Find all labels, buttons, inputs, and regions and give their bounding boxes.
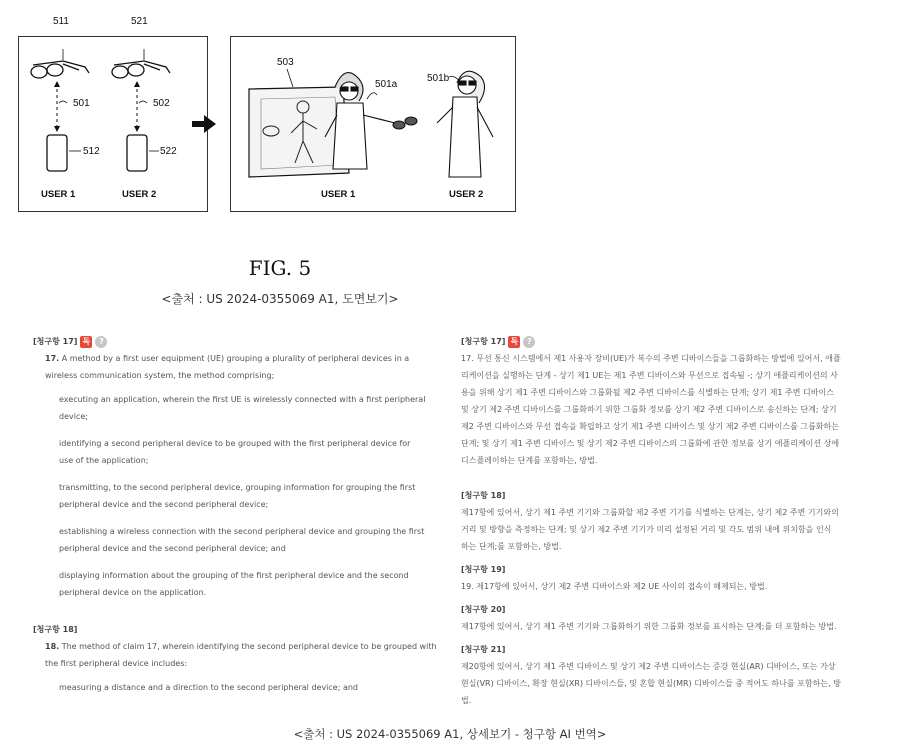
ko-claim-20-header: [청구항 20] xyxy=(461,605,506,614)
text-line: 디스플레이하는 단계를 포함하는, 방법. xyxy=(461,456,598,465)
text-line: 단계; 및 상기 제1 주변 디바이스 및 상기 제2 주변 디바이스의 그룹화에 관한 정보를 상기 애플리케이션 상에 xyxy=(461,439,840,448)
ref-502: 502 xyxy=(153,98,170,109)
help-icon[interactable]: ? xyxy=(523,336,535,348)
claims-korean xyxy=(461,333,891,709)
ref-512: 512 xyxy=(83,146,100,157)
step-line: peripheral device and the second peripheral device; xyxy=(59,500,269,509)
step-line: peripheral device on the application. xyxy=(59,588,207,597)
phone-1-icon xyxy=(47,135,67,171)
step-line: executing an application, wherein the first UE is wirelessly connected with a first peripheral xyxy=(59,395,426,404)
claim-18-title: [청구항 18] xyxy=(33,625,78,634)
user-2-label: USER 2 xyxy=(122,189,157,200)
user-2-label-right: USER 2 xyxy=(449,189,484,200)
claim-17-header xyxy=(33,333,445,350)
step-line: transmitting, to the second peripheral device, grouping information for grouping the first xyxy=(59,483,416,492)
claim-17-number: 17. xyxy=(45,354,60,363)
glasses-1-icon xyxy=(31,61,89,78)
ko-claim-19-header: [청구항 19] xyxy=(461,565,506,574)
ko-claim-17-title: [청구항 17] xyxy=(461,337,506,346)
claim-18-lead-text: The method of claim 17, wherein identifying the second peripheral device to be grouped with xyxy=(59,642,437,651)
glasses-2-icon xyxy=(112,61,170,78)
text-line: 용을 위해 상기 제1 주변 디바이스와 그룹화될 제2 주변 디바이스를 식별하는 단계; 상기 제1 주변 디바이스 xyxy=(461,388,834,397)
claim-18-lead xyxy=(33,638,445,655)
user-2-figure xyxy=(437,71,493,177)
step-line: identifying a second peripheral device to be grouped with the first peripheral device for xyxy=(59,439,411,448)
ref-522: 522 xyxy=(160,146,177,157)
user-1-label-right: USER 1 xyxy=(321,189,356,200)
text-line: 현실(VR) 디바이스, 확장 현실(XR) 디바이스들, 및 혼합 현실(MR) 디바이스들 중 적어도 하나를 포함하는, 방 xyxy=(461,679,841,688)
figure-panel-after xyxy=(230,36,516,212)
claim-17-lead-text: A method by a first user equipment (UE) grouping a plurality of peripheral devices in a xyxy=(59,354,410,363)
ar-scene-illustration xyxy=(231,37,517,213)
text-line: 리케이션을 실행하는 단계 - 상기 제1 UE는 제1 주변 디바이스와 무선으로 접속됨 -; 상기 애플리케이션의 사 xyxy=(461,371,838,380)
figure-source: <출처 : US 2024-0355069 A1, 도면보기> xyxy=(161,292,399,306)
step-line: establishing a wireless connection with the second peripheral device and grouping the first xyxy=(59,527,425,536)
ko-claim-21-header: [청구항 21] xyxy=(461,645,506,654)
ref-501b: 501b xyxy=(427,73,450,84)
ref-503: 503 xyxy=(277,57,294,68)
right-arrow-icon xyxy=(190,114,220,134)
ko-claim-17-text xyxy=(461,350,891,469)
step-line: device; xyxy=(59,412,88,421)
claim-17-title: [청구항 17] xyxy=(33,337,78,346)
step-line: use of the application; xyxy=(59,456,149,465)
claim-17-lead xyxy=(33,350,445,367)
text-line: 및 상기 제2 주변 디바이스를 그룹화하기 위한 그룹화 정보를 상기 제2 주변 디바이스로 송신하는 단계; 상기 xyxy=(461,405,837,414)
text-line: 제17항에 있어서, 상기 제1 주변 기기와 그룹화할 제2 주변 기기를 식별하는 단계는, 상기 제2 주변 기기와의 xyxy=(461,508,839,517)
figure-title: FIG. 5 xyxy=(248,256,312,280)
claim-17-step xyxy=(33,391,445,425)
ref-501: 501 xyxy=(73,98,90,109)
ref-521-top: 521 xyxy=(131,16,148,27)
text-line: 제2 주변 디바이스와 무선 접속을 확립하고 상기 제1 주변 디바이스 및 상기 제2 주변 디바이스를 그룹화하는 xyxy=(461,422,839,431)
ko-claim-20-text: 제17항에 있어서, 상기 제1 주변 기기와 그룹화하기 위한 그룹화 정보를 표시하는 단계;를 더 포함하는 방법. xyxy=(461,622,837,631)
text-line: 17. 무선 통신 시스템에서 제1 사용자 장비(UE)가 복수의 주변 디바이스들을 그룹화하는 방법에 있어서, 애플 xyxy=(461,354,841,363)
claim-17-step xyxy=(33,479,445,513)
phone-2-icon xyxy=(127,135,147,171)
text-line: 하는 단계;를 포함하는, 방법. xyxy=(461,542,562,551)
ko-claim-21-text xyxy=(461,658,891,709)
claim-17-step xyxy=(33,567,445,601)
claim-18-lead-cont: the first peripheral device includes: xyxy=(45,659,188,668)
text-line: 제20항에 있어서, 상기 제1 주변 디바이스 및 상기 제2 주변 디바이스는 증강 현실(AR) 디바이스, 또는 가상 xyxy=(461,662,836,671)
ko-claim-18-text xyxy=(461,504,891,555)
claim-17-lead-cont: wireless communication system, the method comprising; xyxy=(45,371,275,380)
independent-badge[interactable]: 독 xyxy=(508,336,520,348)
ko-claim-17-header xyxy=(461,333,891,350)
text-line: 법. xyxy=(461,696,472,705)
devices-illustration xyxy=(19,37,209,213)
claim-17-step xyxy=(33,523,445,557)
ref-511-top: 511 xyxy=(53,16,69,27)
claim-18-header xyxy=(33,621,445,638)
step-line: displaying information about the grouping of the first peripheral device and the second xyxy=(59,571,409,580)
figure-panel-before xyxy=(18,36,208,212)
ko-claim-18-header: [청구항 18] xyxy=(461,491,506,500)
claims-english xyxy=(33,333,445,696)
text-line: 거리 및 방향을 측정하는 단계; 및 상기 제2 주변 기기가 미리 설정된 거리 및 각도 범위 내에 위치함을 인식 xyxy=(461,525,832,534)
independent-badge[interactable]: 독 xyxy=(80,336,92,348)
claim-18-number: 18. xyxy=(45,642,60,651)
controller-icons xyxy=(393,117,417,129)
claim-18-step: measuring a distance and a direction to the second peripheral device; and xyxy=(59,683,359,692)
claim-17-step xyxy=(33,435,445,469)
claims-source-caption: <출처 : US 2024-0355069 A1, 상세보기 - 청구항 AI 번역> xyxy=(293,727,607,741)
ref-501a: 501a xyxy=(375,79,398,90)
user-1-label: USER 1 xyxy=(41,189,76,200)
step-line: peripheral device and the second peripheral device; and xyxy=(59,544,286,553)
ko-claim-19-text: 19. 제17항에 있어서, 상기 제2 주변 디바이스와 제2 UE 사이의 접속이 해제되는, 방법. xyxy=(461,582,768,591)
help-icon[interactable]: ? xyxy=(95,336,107,348)
